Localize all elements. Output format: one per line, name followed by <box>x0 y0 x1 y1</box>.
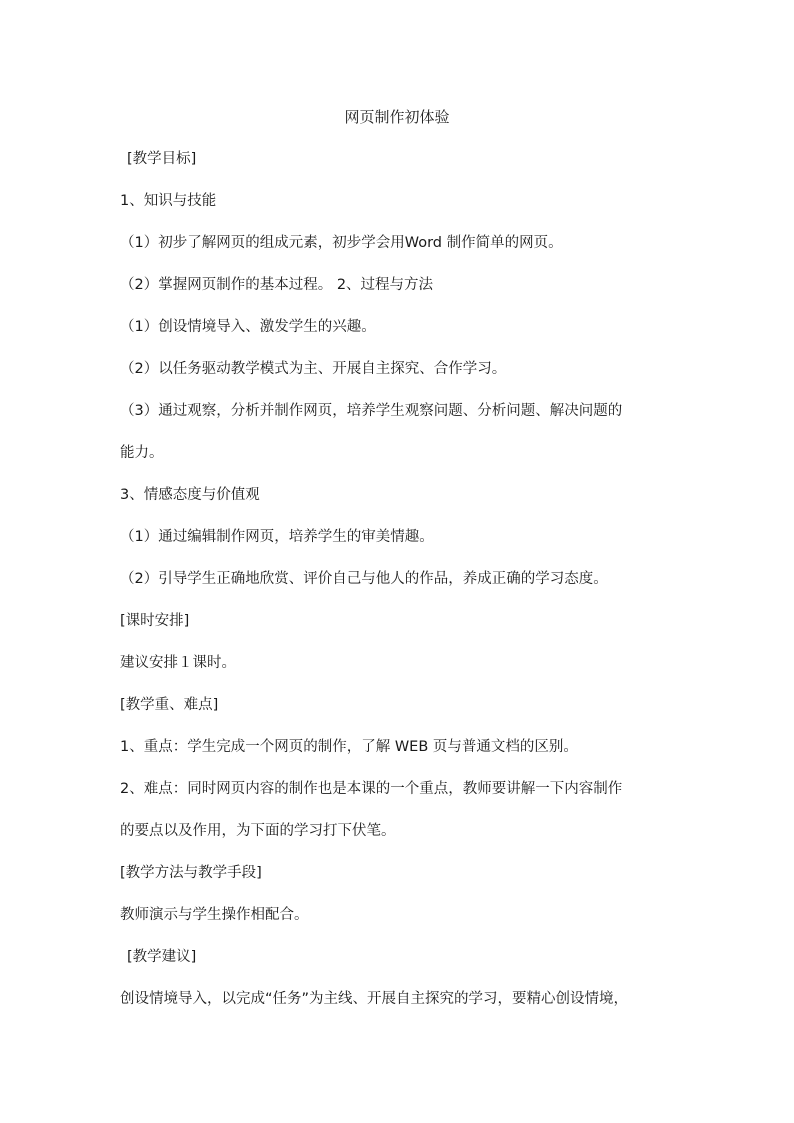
section-heading-schedule: [课时安排] <box>120 613 190 629</box>
paragraph-line: （2）引导学生正确地欣赏、评价自己与他人的作品，养成正确的学习态度。 <box>120 571 608 587</box>
paragraph-line: 2、难点：同时网页内容的制作也是本课的一个重点，教师要讲解一下内容制作 <box>120 781 623 797</box>
section-heading-suggestions: [教学建议] <box>127 949 197 965</box>
paragraph-line: 创设情境导入，以完成“任务”为主线、开展自主探究的学习，要精心创设情境， <box>120 991 629 1007</box>
paragraph-line: 教师演示与学生操作相配合。 <box>120 907 309 923</box>
paragraph-line: 的要点以及作用，为下面的学习打下伏笔。 <box>120 823 396 839</box>
section-heading-key-points: [教学重、难点] <box>120 697 219 713</box>
subheading-knowledge-skills: 1、知识与技能 <box>120 193 217 209</box>
paragraph-line: （1）初步了解网页的组成元素，初步学会用Word 制作简单的网页。 <box>120 235 563 251</box>
section-heading-teaching-goals: [教学目标] <box>127 151 197 167</box>
paragraph-line: （2）掌握网页制作的基本过程。 2、过程与方法 <box>120 277 434 293</box>
paragraph-line: （1）通过编辑制作网页，培养学生的审美情趣。 <box>120 529 434 545</box>
subheading-emotion-values: 3、情感态度与价值观 <box>120 487 260 503</box>
paragraph-line: 建议安排１课时。 <box>120 655 236 671</box>
paragraph-line: （1）创设情境导入、激发学生的兴趣。 <box>120 319 376 335</box>
paragraph-line: 1、重点：学生完成一个网页的制作，了解 WEB 页与普通文档的区别。 <box>120 739 578 755</box>
paragraph-line: 能力。 <box>120 445 164 461</box>
paragraph-line: （3）通过观察，分析并制作网页，培养学生观察问题、分析问题、解决问题的 <box>120 403 623 419</box>
paragraph-line: （2）以任务驱动教学模式为主、开展自主探究、合作学习。 <box>120 361 507 377</box>
document-title: 网页制作初体验 <box>344 108 450 126</box>
section-heading-methods: [教学方法与教学手段] <box>120 865 262 881</box>
